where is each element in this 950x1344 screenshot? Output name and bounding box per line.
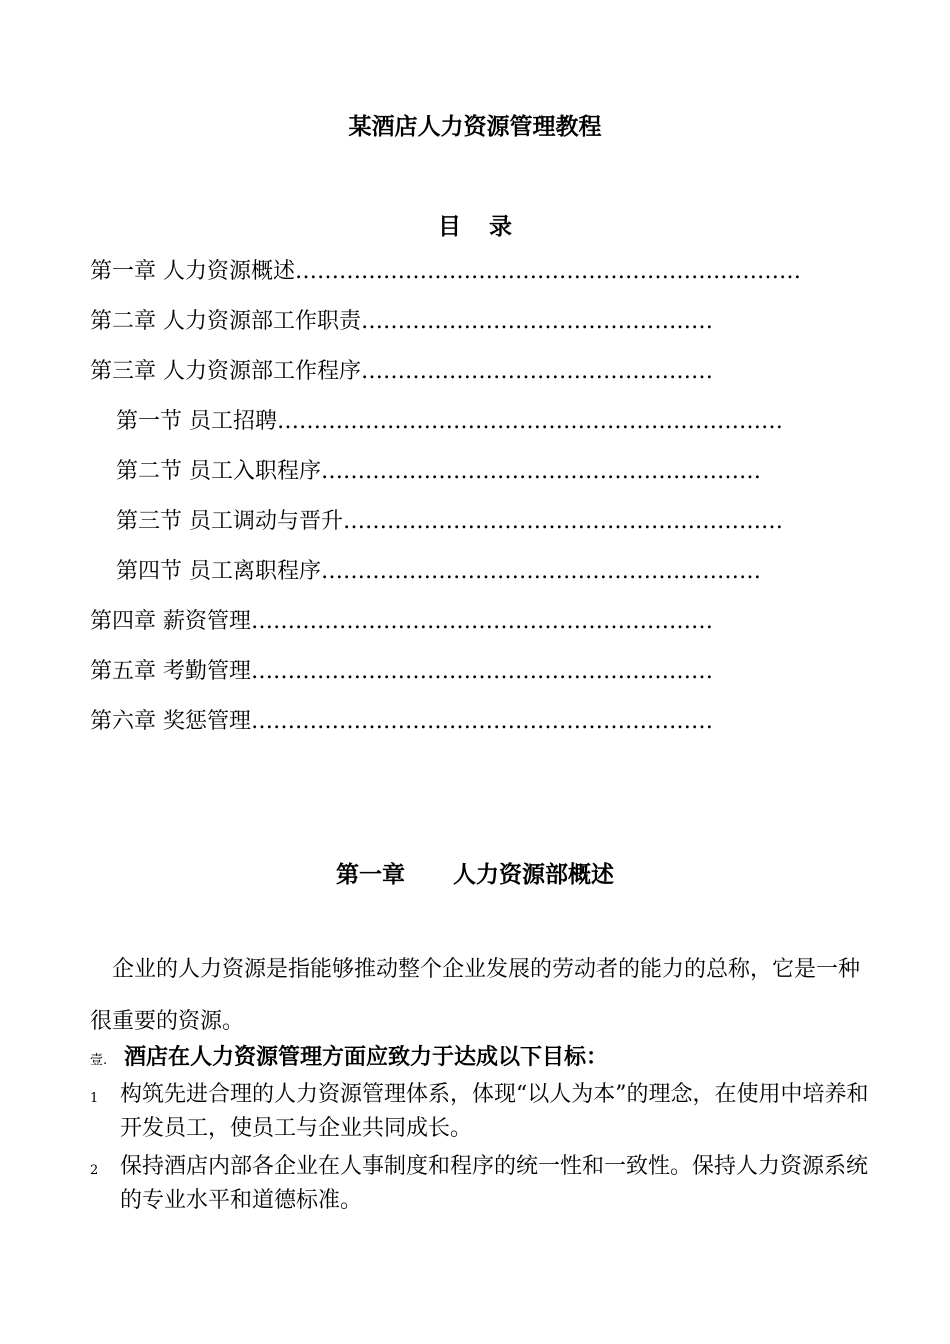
toc-leader: ……………………………………………………… <box>251 659 713 684</box>
toc-entry[interactable] <box>90 607 713 637</box>
toc-entry-label: 第一节 员工招聘 <box>116 409 277 434</box>
list-item-number: 2 <box>90 1163 99 1178</box>
toc-entry[interactable] <box>90 707 713 737</box>
list-item-number: 1 <box>90 1091 99 1106</box>
toc-leader: …………………………………………………… <box>343 509 783 534</box>
toc-leader: ………………………………………… <box>361 359 713 384</box>
toc-entry-label: 第二章 人力资源部工作职责 <box>90 309 361 334</box>
toc-leader: ……………………………………………………… <box>251 709 713 734</box>
toc-entry[interactable] <box>90 657 713 687</box>
goals-marker: 壹. <box>90 1053 108 1068</box>
toc-entry-label: 第五章 考勤管理 <box>90 659 251 684</box>
toc-leader: …………………………………………………… <box>321 559 761 584</box>
toc-entry-label: 第六章 奖惩管理 <box>90 709 251 734</box>
list-item-text: 保持酒店内部各企业在人事制度和程序的统一性和一致性。保持人力资源系统的专业水平和道德标准。 <box>120 1154 869 1213</box>
goals-heading <box>90 1042 880 1076</box>
goals-heading-text: 酒店在人力资源管理方面应致力于达成以下目标： <box>124 1044 609 1070</box>
toc-entry[interactable] <box>116 407 783 437</box>
toc-heading: 目录 <box>438 213 540 240</box>
toc-leader: …………………………………………………… <box>321 459 761 484</box>
toc-entry-label: 第三节 员工调动与晋升 <box>116 509 343 534</box>
toc-entry-label: 第一章 人力资源概述 <box>90 259 295 284</box>
toc-entry[interactable] <box>116 457 761 487</box>
list-item-text: 构筑先进合理的人力资源管理体系，体现“以人为本”的理念，在使用中培养和开发员工，使员工与企业共同成长。 <box>120 1082 869 1141</box>
toc-entry-label: 第四章 薪资管理 <box>90 609 251 634</box>
toc-entry[interactable] <box>90 257 801 287</box>
list-item <box>90 1150 880 1218</box>
toc-entry-label: 第三章 人力资源部工作程序 <box>90 359 361 384</box>
toc-entry[interactable] <box>90 307 713 337</box>
intro-paragraph: 企业的人力资源是指能够推动整个企业发展的劳动者的能力的总称，它是一种很重要的资源。 <box>90 957 861 1034</box>
chapter-heading: 第一章 人力资源部概述 <box>335 861 615 888</box>
toc-leader: …………………………………………………………… <box>295 259 801 284</box>
toc-entry-label: 第四节 员工离职程序 <box>116 559 321 584</box>
toc-entry[interactable] <box>90 357 713 387</box>
document-title: 某酒店人力资源管理教程 <box>348 113 602 140</box>
toc-entry[interactable] <box>116 557 761 587</box>
toc-entry[interactable] <box>116 507 783 537</box>
list-item <box>90 1078 880 1146</box>
toc-leader: …………………………………………………………… <box>277 409 783 434</box>
toc-leader: ………………………………………… <box>361 309 713 334</box>
toc-leader: ……………………………………………………… <box>251 609 713 634</box>
toc-entry-label: 第二节 员工入职程序 <box>116 459 321 484</box>
